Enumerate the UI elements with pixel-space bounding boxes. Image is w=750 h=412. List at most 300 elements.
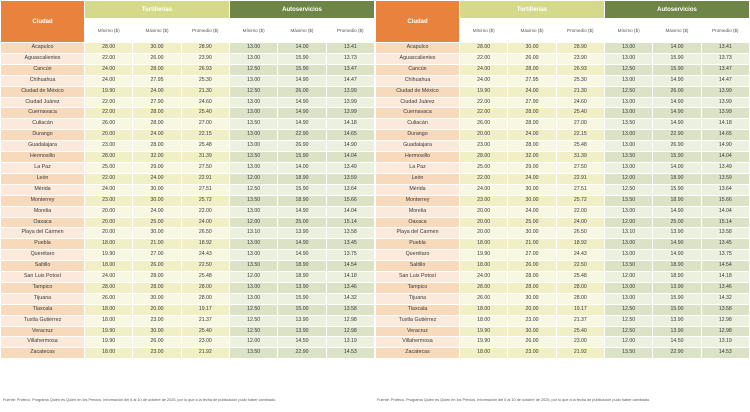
autoservicios-avg-price-cell: 14.47 xyxy=(327,76,374,86)
autoservicios-avg-header: Promedio ($) xyxy=(702,19,749,42)
autoservicios-min-header: Mínimo ($) xyxy=(605,19,652,42)
autoservicios-avg-price-cell: 13.64 xyxy=(702,185,749,195)
autoservicios-avg-price-cell: 13.99 xyxy=(327,87,374,97)
tortillerias-max-price-cell: 24.00 xyxy=(508,174,555,184)
tortillerias-avg-price-cell: 21.30 xyxy=(182,87,229,97)
tortillerias-min-price-cell: 20.00 xyxy=(85,218,132,228)
city-name-cell: Culiacán xyxy=(1,119,84,129)
tortillerias-max-price-cell: 24.00 xyxy=(508,207,555,217)
tortillerias-avg-price-cell: 21.92 xyxy=(182,348,229,358)
tortillerias-avg-price-cell: 18.92 xyxy=(557,239,604,249)
autoservicios-min-price-cell: 12.00 xyxy=(230,272,277,282)
autoservicios-avg-price-cell: 12.98 xyxy=(702,327,749,337)
autoservicios-avg-price-cell: 13.58 xyxy=(702,305,749,315)
city-name-cell: Querétaro xyxy=(1,250,84,260)
table-row xyxy=(376,87,749,97)
tortillerias-min-header: Mínimo ($) xyxy=(460,19,507,42)
tortillerias-min-price-cell: 24.00 xyxy=(460,76,507,86)
autoservicios-max-price-cell: 13.90 xyxy=(653,228,700,238)
tortillerias-max-price-cell: 32.00 xyxy=(133,152,180,162)
tortillerias-max-price-cell: 30.00 xyxy=(508,185,555,195)
tortillerias-max-price-cell: 32.00 xyxy=(508,152,555,162)
source-footnote: Fuente: Profeco. Programa Quién es Quién en los Precios. Información del 6 al 10 de octubre de 2025, por lo que a la fecha de publicación pudo haber cambiado. xyxy=(377,398,651,402)
autoservicios-min-price-cell: 12.00 xyxy=(230,218,277,228)
tortillerias-avg-price-cell: 27.51 xyxy=(182,185,229,195)
autoservicios-avg-price-cell: 13.99 xyxy=(702,87,749,97)
autoservicios-min-price-cell: 12.50 xyxy=(605,185,652,195)
tortillerias-avg-price-cell: 27.50 xyxy=(557,163,604,173)
city-name-cell: La Paz xyxy=(376,163,459,173)
source-footnote: Fuente: Profeco. Programa Quién es Quién en los Precios. Información del 6 al 10 de octubre de 2025, por lo que a la fecha de publicación pudo haber cambiado. xyxy=(3,398,277,402)
tortillerias-avg-price-cell: 24.60 xyxy=(557,98,604,108)
tortillerias-max-price-cell: 27.90 xyxy=(508,98,555,108)
city-name-cell: Hermosillo xyxy=(1,152,84,162)
tortillerias-avg-price-cell: 27.50 xyxy=(182,163,229,173)
autoservicios-max-price-cell: 14.00 xyxy=(278,43,325,53)
tortillerias-min-price-cell: 28.00 xyxy=(460,152,507,162)
tortillerias-min-price-cell: 24.00 xyxy=(460,65,507,75)
autoservicios-max-price-cell: 15.90 xyxy=(653,294,700,304)
table-row xyxy=(1,76,374,86)
tortillerias-group-header: Tortillerías xyxy=(85,1,229,18)
table-row xyxy=(376,76,749,86)
autoservicios-min-price-cell: 13.00 xyxy=(605,239,652,249)
tortillerias-max-price-cell: 27.95 xyxy=(133,76,180,86)
tortillerias-max-price-cell: 30.00 xyxy=(508,327,555,337)
tortillerias-max-price-cell: 23.00 xyxy=(133,348,180,358)
tortillerias-max-price-cell: 30.00 xyxy=(133,196,180,206)
price-table-right xyxy=(375,0,750,359)
tortillerias-avg-price-cell: 27.00 xyxy=(182,119,229,129)
autoservicios-max-price-cell: 15.90 xyxy=(278,65,325,75)
table-row xyxy=(1,98,374,108)
autoservicios-min-price-cell: 13.00 xyxy=(605,76,652,86)
autoservicios-min-price-cell: 13.00 xyxy=(605,98,652,108)
tortillerias-min-price-cell: 19.90 xyxy=(460,337,507,347)
autoservicios-max-price-cell: 14.90 xyxy=(653,98,700,108)
table-row xyxy=(1,54,374,64)
autoservicios-avg-price-cell: 14.04 xyxy=(702,207,749,217)
autoservicios-max-price-cell: 26.90 xyxy=(278,141,325,151)
tortillerias-min-price-cell: 20.00 xyxy=(460,228,507,238)
tortillerias-avg-price-cell: 24.60 xyxy=(182,98,229,108)
autoservicios-avg-price-cell: 15.14 xyxy=(327,218,374,228)
price-table-body xyxy=(376,43,749,358)
autoservicios-avg-price-cell: 13.19 xyxy=(327,337,374,347)
autoservicios-avg-price-cell: 13.58 xyxy=(702,228,749,238)
autoservicios-min-price-cell: 13.00 xyxy=(605,294,652,304)
tortillerias-max-price-cell: 26.00 xyxy=(133,54,180,64)
autoservicios-min-price-cell: 13.50 xyxy=(605,196,652,206)
autoservicios-max-price-cell: 15.90 xyxy=(653,54,700,64)
autoservicios-max-price-cell: 18.90 xyxy=(278,196,325,206)
city-name-cell: Ciudad Juárez xyxy=(1,98,84,108)
autoservicios-max-price-cell: 26.00 xyxy=(278,87,325,97)
city-name-cell: Ciudad Juárez xyxy=(376,98,459,108)
tortillerias-min-price-cell: 19.90 xyxy=(460,327,507,337)
city-name-cell: Veracruz xyxy=(376,327,459,337)
city-name-cell: Mérida xyxy=(1,185,84,195)
tortillerias-max-price-cell: 30.00 xyxy=(133,228,180,238)
tortillerias-avg-price-cell: 31.39 xyxy=(182,152,229,162)
table-row xyxy=(1,261,374,271)
tortillerias-avg-price-cell: 22.15 xyxy=(557,130,604,140)
tortillerias-avg-price-cell: 24.00 xyxy=(557,218,604,228)
autoservicios-min-price-cell: 13.50 xyxy=(230,152,277,162)
autoservicios-avg-price-cell: 13.19 xyxy=(702,337,749,347)
tortillerias-min-price-cell: 24.00 xyxy=(460,185,507,195)
table-row xyxy=(1,218,374,228)
city-name-cell: Aguascalientes xyxy=(1,54,84,64)
tortillerias-max-price-cell: 28.00 xyxy=(508,108,555,118)
autoservicios-max-price-cell: 14.00 xyxy=(653,43,700,53)
autoservicios-avg-price-cell: 13.49 xyxy=(702,163,749,173)
autoservicios-min-price-cell: 13.00 xyxy=(605,283,652,293)
tortillerias-avg-price-cell: 22.91 xyxy=(182,174,229,184)
autoservicios-max-price-cell: 14.00 xyxy=(278,163,325,173)
city-name-cell: Culiacán xyxy=(376,119,459,129)
tortillerias-min-price-cell: 24.00 xyxy=(460,272,507,282)
tortillerias-max-price-cell: 24.00 xyxy=(133,207,180,217)
city-name-cell: León xyxy=(376,174,459,184)
autoservicios-max-price-cell: 25.00 xyxy=(653,218,700,228)
table-row xyxy=(376,141,749,151)
autoservicios-min-price-cell: 12.50 xyxy=(605,316,652,326)
table-row xyxy=(1,316,374,326)
city-name-cell: Durango xyxy=(376,130,459,140)
tortillerias-avg-price-cell: 22.15 xyxy=(182,130,229,140)
tortillerias-max-price-cell: 30.00 xyxy=(508,43,555,53)
table-row xyxy=(1,185,374,195)
autoservicios-avg-price-cell: 14.18 xyxy=(327,119,374,129)
tortillerias-max-price-cell: 28.00 xyxy=(508,272,555,282)
city-name-cell: Aguascalientes xyxy=(376,54,459,64)
table-row xyxy=(376,185,749,195)
tortillerias-min-price-cell: 18.00 xyxy=(460,239,507,249)
autoservicios-min-price-cell: 13.00 xyxy=(230,108,277,118)
tortillerias-max-price-cell: 24.00 xyxy=(133,174,180,184)
autoservicios-min-price-cell: 12.50 xyxy=(605,65,652,75)
autoservicios-avg-price-cell: 14.90 xyxy=(702,141,749,151)
table-row xyxy=(1,348,374,358)
table-row xyxy=(376,250,749,260)
tortillerias-max-price-cell: 23.00 xyxy=(508,348,555,358)
table-row xyxy=(376,98,749,108)
tortillerias-max-price-cell: 27.00 xyxy=(133,250,180,260)
autoservicios-max-price-cell: 26.90 xyxy=(653,141,700,151)
tortillerias-min-price-cell: 20.00 xyxy=(85,228,132,238)
tortillerias-max-price-cell: 30.00 xyxy=(508,294,555,304)
autoservicios-max-price-cell: 25.00 xyxy=(278,218,325,228)
price-table-body xyxy=(1,43,374,358)
tortillerias-min-price-cell: 24.00 xyxy=(85,272,132,282)
autoservicios-min-price-cell: 13.10 xyxy=(230,228,277,238)
autoservicios-max-price-cell: 13.90 xyxy=(653,327,700,337)
autoservicios-max-price-cell: 13.90 xyxy=(278,228,325,238)
table-row xyxy=(376,327,749,337)
tortillerias-avg-price-cell: 28.00 xyxy=(557,283,604,293)
autoservicios-max-price-cell: 15.90 xyxy=(278,152,325,162)
autoservicios-avg-price-cell: 14.04 xyxy=(327,207,374,217)
table-row xyxy=(376,174,749,184)
city-name-cell: Tuxtla Gutiérrez xyxy=(376,316,459,326)
city-name-cell: Chihuahua xyxy=(1,76,84,86)
city-name-cell: Tampico xyxy=(376,283,459,293)
autoservicios-avg-price-cell: 13.47 xyxy=(702,65,749,75)
city-name-cell: Playa del Carmen xyxy=(376,228,459,238)
city-name-cell: Cancún xyxy=(376,65,459,75)
tortillerias-avg-price-cell: 28.90 xyxy=(557,43,604,53)
autoservicios-min-price-cell: 13.00 xyxy=(230,250,277,260)
autoservicios-avg-price-cell: 14.04 xyxy=(702,152,749,162)
autoservicios-max-price-cell: 18.90 xyxy=(278,272,325,282)
tortillerias-min-price-cell: 19.90 xyxy=(85,337,132,347)
table-row xyxy=(1,207,374,217)
table-row xyxy=(376,218,749,228)
tortillerias-max-price-cell: 28.00 xyxy=(508,283,555,293)
table-row xyxy=(376,316,749,326)
tortillerias-avg-price-cell: 27.51 xyxy=(557,185,604,195)
city-name-cell: Guadalajara xyxy=(1,141,84,151)
autoservicios-min-price-cell: 13.10 xyxy=(605,228,652,238)
autoservicios-min-price-cell: 13.00 xyxy=(230,130,277,140)
city-column-header: Ciudad xyxy=(376,1,459,42)
tortillerias-avg-price-cell: 21.92 xyxy=(557,348,604,358)
table-row xyxy=(376,119,749,129)
table-row xyxy=(376,163,749,173)
autoservicios-min-price-cell: 13.00 xyxy=(605,108,652,118)
table-row xyxy=(376,283,749,293)
city-name-cell: Monterrey xyxy=(1,196,84,206)
table-row xyxy=(1,141,374,151)
tortillerias-avg-price-cell: 25.40 xyxy=(182,108,229,118)
table-row xyxy=(376,261,749,271)
tortillerias-min-price-cell: 26.00 xyxy=(85,119,132,129)
autoservicios-avg-price-cell: 13.46 xyxy=(702,283,749,293)
city-name-cell: Villahermosa xyxy=(376,337,459,347)
autoservicios-max-price-cell: 13.90 xyxy=(278,283,325,293)
tortillerias-min-price-cell: 26.00 xyxy=(460,294,507,304)
city-name-cell: Ciudad de México xyxy=(1,87,84,97)
table-row xyxy=(376,228,749,238)
tortillerias-max-header: Máximo ($) xyxy=(133,19,180,42)
city-name-cell: Acapulco xyxy=(1,43,84,53)
tortillerias-avg-price-cell: 22.50 xyxy=(557,261,604,271)
table-row xyxy=(376,196,749,206)
autoservicios-max-price-cell: 15.90 xyxy=(278,185,325,195)
autoservicios-avg-price-cell: 14.53 xyxy=(702,348,749,358)
tortillerias-max-price-cell: 30.00 xyxy=(508,196,555,206)
tortillerias-max-price-cell: 26.00 xyxy=(508,261,555,271)
tortillerias-min-price-cell: 20.00 xyxy=(85,207,132,217)
autoservicios-max-price-cell: 14.50 xyxy=(278,337,325,347)
tortillerias-min-price-cell: 18.00 xyxy=(460,348,507,358)
autoservicios-min-price-cell: 13.50 xyxy=(605,261,652,271)
tortillerias-min-price-cell: 18.00 xyxy=(460,261,507,271)
tortillerias-max-price-cell: 28.00 xyxy=(508,141,555,151)
autoservicios-min-price-cell: 13.00 xyxy=(605,43,652,53)
autoservicios-min-price-cell: 12.50 xyxy=(230,185,277,195)
city-name-cell: Mérida xyxy=(376,185,459,195)
tortillerias-min-price-cell: 20.00 xyxy=(460,130,507,140)
tortillerias-max-price-cell: 28.00 xyxy=(133,283,180,293)
tortillerias-avg-price-cell: 26.93 xyxy=(557,65,604,75)
autoservicios-max-header: Máximo ($) xyxy=(278,19,325,42)
autoservicios-max-price-cell: 26.00 xyxy=(653,87,700,97)
table-row xyxy=(1,119,374,129)
city-name-cell: Oaxaca xyxy=(1,218,84,228)
autoservicios-avg-price-cell: 13.59 xyxy=(327,174,374,184)
autoservicios-min-price-cell: 13.00 xyxy=(605,141,652,151)
city-name-cell: Oaxaca xyxy=(376,218,459,228)
tortillerias-max-price-cell: 24.00 xyxy=(133,87,180,97)
autoservicios-min-price-cell: 12.50 xyxy=(230,87,277,97)
city-name-cell: Monterrey xyxy=(376,196,459,206)
autoservicios-max-price-cell: 13.90 xyxy=(653,316,700,326)
autoservicios-min-price-cell: 13.00 xyxy=(605,130,652,140)
tortillerias-min-price-cell: 18.00 xyxy=(460,305,507,315)
tortillerias-avg-price-cell: 22.00 xyxy=(182,207,229,217)
tortillerias-max-price-cell: 26.00 xyxy=(508,54,555,64)
autoservicios-min-price-cell: 13.50 xyxy=(230,261,277,271)
tortillerias-max-price-cell: 28.00 xyxy=(133,141,180,151)
tortillerias-avg-price-cell: 25.30 xyxy=(557,76,604,86)
tortillerias-avg-price-cell: 19.17 xyxy=(557,305,604,315)
table-row xyxy=(1,163,374,173)
autoservicios-max-price-cell: 13.90 xyxy=(278,316,325,326)
city-name-cell: Puebla xyxy=(376,239,459,249)
tortillerias-min-price-cell: 24.00 xyxy=(85,185,132,195)
tortillerias-avg-price-cell: 25.48 xyxy=(557,272,604,282)
autoservicios-min-price-cell: 12.00 xyxy=(230,337,277,347)
tortillerias-avg-price-cell: 26.93 xyxy=(182,65,229,75)
tortillerias-avg-price-cell: 28.00 xyxy=(182,294,229,304)
autoservicios-avg-price-cell: 13.75 xyxy=(702,250,749,260)
tortillerias-max-price-cell: 27.90 xyxy=(133,98,180,108)
city-name-cell: Cuernavaca xyxy=(1,108,84,118)
autoservicios-min-price-cell: 13.00 xyxy=(605,163,652,173)
tortillerias-max-price-cell: 28.00 xyxy=(133,108,180,118)
autoservicios-avg-price-cell: 13.41 xyxy=(327,43,374,53)
tortillerias-max-price-cell: 20.00 xyxy=(133,305,180,315)
tortillerias-min-price-cell: 23.00 xyxy=(460,141,507,151)
tortillerias-avg-price-cell: 26.50 xyxy=(182,228,229,238)
city-name-cell: Playa del Carmen xyxy=(1,228,84,238)
tortillerias-max-price-cell: 25.00 xyxy=(133,218,180,228)
tortillerias-avg-price-cell: 19.17 xyxy=(182,305,229,315)
tortillerias-min-price-cell: 19.90 xyxy=(460,250,507,260)
tortillerias-max-price-cell: 29.00 xyxy=(133,163,180,173)
autoservicios-min-price-cell: 13.00 xyxy=(230,54,277,64)
table-row xyxy=(1,294,374,304)
city-name-cell: Acapulco xyxy=(376,43,459,53)
tortillerias-min-price-cell: 25.00 xyxy=(460,163,507,173)
tortillerias-min-price-cell: 18.00 xyxy=(85,239,132,249)
autoservicios-max-price-cell: 13.90 xyxy=(278,327,325,337)
autoservicios-min-price-cell: 13.00 xyxy=(230,207,277,217)
tortillerias-group-header: Tortillerías xyxy=(460,1,604,18)
table-row xyxy=(376,152,749,162)
autoservicios-min-price-cell: 13.00 xyxy=(230,283,277,293)
autoservicios-avg-price-cell: 14.90 xyxy=(327,141,374,151)
tortillerias-min-price-cell: 18.00 xyxy=(85,305,132,315)
tortillerias-avg-price-cell: 24.00 xyxy=(182,218,229,228)
tortillerias-max-price-cell: 20.00 xyxy=(508,305,555,315)
autoservicios-avg-price-cell: 15.66 xyxy=(702,196,749,206)
autoservicios-max-price-cell: 14.90 xyxy=(278,239,325,249)
autoservicios-max-price-cell: 15.00 xyxy=(653,305,700,315)
autoservicios-min-price-cell: 13.00 xyxy=(605,54,652,64)
autoservicios-min-price-cell: 13.00 xyxy=(605,207,652,217)
autoservicios-avg-price-cell: 12.98 xyxy=(327,316,374,326)
tortillerias-avg-price-cell: 22.50 xyxy=(182,261,229,271)
tortillerias-min-price-cell: 25.00 xyxy=(85,163,132,173)
autoservicios-min-price-cell: 13.00 xyxy=(230,98,277,108)
autoservicios-max-price-cell: 14.90 xyxy=(653,119,700,129)
tortillerias-avg-header: Promedio ($) xyxy=(182,19,229,42)
tortillerias-min-price-cell: 23.00 xyxy=(460,196,507,206)
city-name-cell: Tijuana xyxy=(1,294,84,304)
autoservicios-max-price-cell: 14.90 xyxy=(278,108,325,118)
autoservicios-avg-price-cell: 12.98 xyxy=(327,327,374,337)
table-row xyxy=(1,108,374,118)
city-name-cell: San Luis Potosí xyxy=(1,272,84,282)
autoservicios-max-price-cell: 14.90 xyxy=(278,119,325,129)
tortillerias-min-price-cell: 22.00 xyxy=(460,54,507,64)
city-name-cell: Cancún xyxy=(1,65,84,75)
city-name-cell: Zacatecas xyxy=(1,348,84,358)
tortillerias-avg-price-cell: 22.00 xyxy=(557,207,604,217)
autoservicios-avg-price-cell: 13.73 xyxy=(327,54,374,64)
tortillerias-avg-price-cell: 25.72 xyxy=(557,196,604,206)
tortillerias-avg-price-cell: 21.37 xyxy=(182,316,229,326)
autoservicios-group-header: Autoservicios xyxy=(230,1,374,18)
autoservicios-max-price-cell: 14.90 xyxy=(278,76,325,86)
table-row xyxy=(1,250,374,260)
tortillerias-avg-price-cell: 25.72 xyxy=(182,196,229,206)
table-row xyxy=(1,152,374,162)
autoservicios-max-price-cell: 18.90 xyxy=(278,261,325,271)
autoservicios-group-header: Autoservicios xyxy=(605,1,749,18)
city-name-cell: Morelia xyxy=(376,207,459,217)
autoservicios-avg-price-cell: 13.99 xyxy=(327,98,374,108)
autoservicios-max-header: Máximo ($) xyxy=(653,19,700,42)
autoservicios-avg-price-cell: 13.58 xyxy=(327,228,374,238)
tortillerias-max-price-cell: 28.00 xyxy=(508,119,555,129)
table-row xyxy=(376,207,749,217)
tortillerias-max-header: Máximo ($) xyxy=(508,19,555,42)
autoservicios-avg-price-cell: 13.64 xyxy=(327,185,374,195)
city-name-cell: Querétaro xyxy=(376,250,459,260)
autoservicios-max-price-cell: 14.90 xyxy=(653,250,700,260)
tortillerias-min-price-cell: 28.00 xyxy=(460,283,507,293)
autoservicios-max-price-cell: 18.90 xyxy=(653,196,700,206)
autoservicios-avg-price-cell: 13.46 xyxy=(327,283,374,293)
tortillerias-avg-price-cell: 27.00 xyxy=(557,119,604,129)
tortillerias-min-price-cell: 28.00 xyxy=(85,43,132,53)
tortillerias-avg-price-cell: 23.00 xyxy=(557,337,604,347)
city-name-cell: Puebla xyxy=(1,239,84,249)
autoservicios-max-price-cell: 15.90 xyxy=(278,54,325,64)
autoservicios-min-price-cell: 13.00 xyxy=(230,294,277,304)
tortillerias-min-price-cell: 19.90 xyxy=(85,327,132,337)
autoservicios-min-price-cell: 12.00 xyxy=(230,174,277,184)
tortillerias-min-price-cell: 22.00 xyxy=(460,98,507,108)
autoservicios-max-price-cell: 22.90 xyxy=(278,130,325,140)
tortillerias-max-price-cell: 28.00 xyxy=(133,65,180,75)
tortillerias-avg-price-cell: 25.30 xyxy=(182,76,229,86)
city-name-cell: León xyxy=(1,174,84,184)
